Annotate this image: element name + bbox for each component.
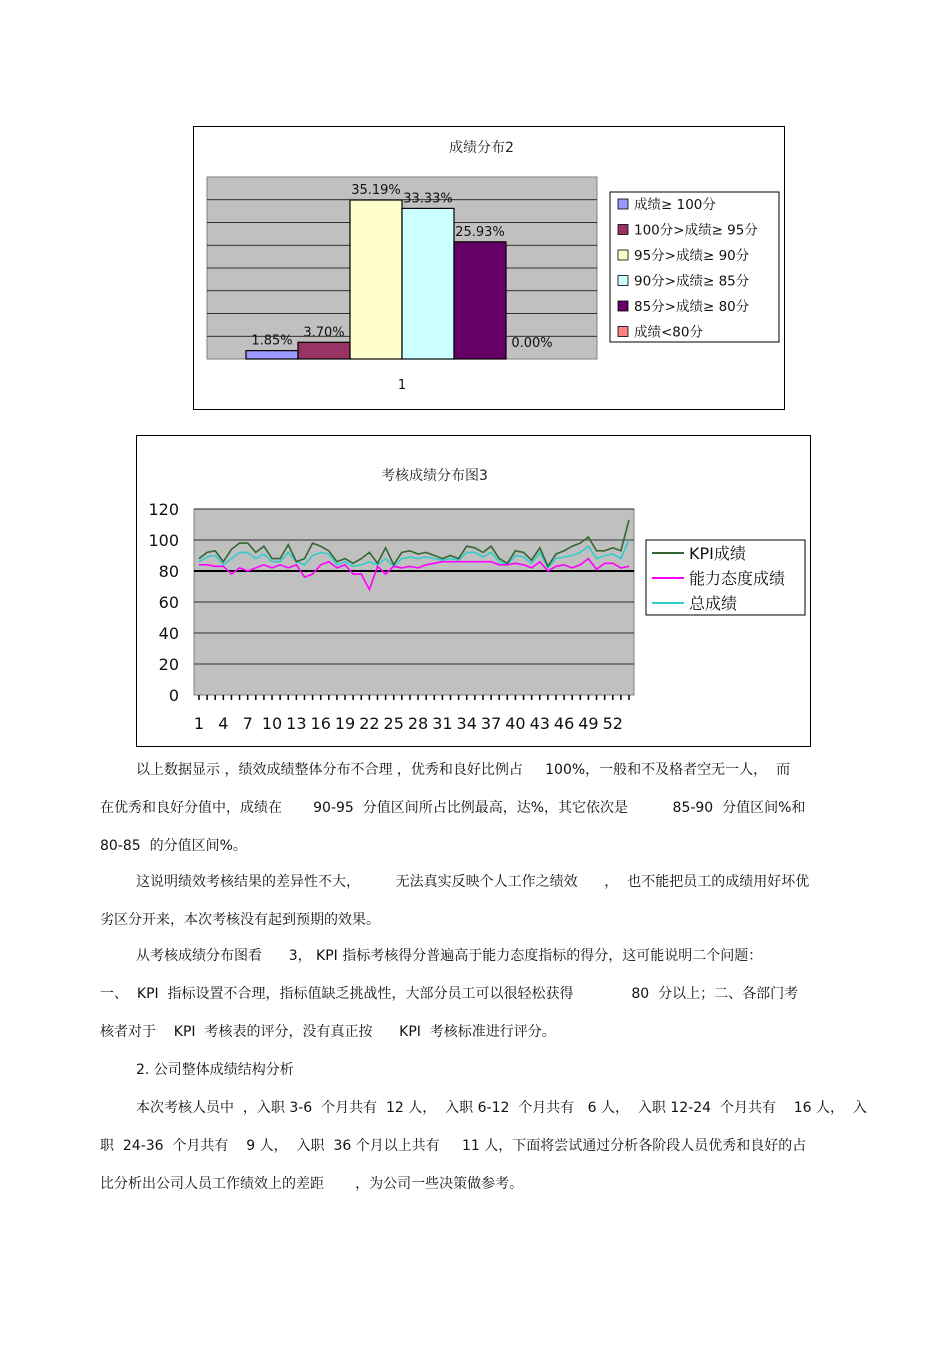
x-tick-label: 31 [432, 714, 453, 733]
bar-data-label: 3.70% [303, 325, 345, 341]
y-tick-label: 40 [158, 624, 179, 643]
line-chart-title: 考核成绩分布图3 [381, 468, 488, 484]
x-tick-label: 13 [286, 714, 307, 733]
x-tick-label: 28 [407, 714, 429, 733]
x-tick-label: 25 [383, 714, 404, 733]
y-tick-label: 100 [148, 531, 179, 550]
legend-swatch [618, 327, 628, 337]
x-tick-label: 16 [310, 714, 331, 733]
x-tick-label: 52 [602, 714, 623, 733]
bar-chart-score-distribution [193, 126, 785, 410]
legend-label: 85分>成绩≥ 80分 [634, 299, 750, 315]
y-tick-label: 60 [158, 593, 179, 612]
legend-label: 总成绩 [689, 594, 738, 613]
x-tick-label: 43 [529, 714, 550, 733]
x-tick-label: 1 [193, 714, 205, 733]
legend-label: 95分>成绩≥ 90分 [634, 248, 750, 264]
legend-label: 100分>成绩≥ 95分 [634, 222, 758, 239]
paragraph-4-line-2: 职 24-36 个月共有 9 人， 入职 36 个月以上共有 11 人，下面将尝试通过分析各阶段人员优秀和良好的占 [100, 1138, 807, 1154]
x-tick-label: 40 [505, 714, 526, 733]
bar [454, 242, 506, 359]
legend-label: 成绩<80分 [634, 324, 703, 341]
line-chart-canvas [137, 436, 810, 746]
x-tick-label: 37 [480, 714, 502, 733]
legend-swatch [618, 199, 628, 209]
paragraph-4-line-1: 本次考核人员中 ，入职 3-6 个月共有 12 人， 入职 6-12 个月共有 6 人， 入职 12-24 个月共有 16 人， 入 [136, 1100, 867, 1116]
paragraph-3-line-1: 从考核成绩分布图看 3， KPI 指标考核得分普遍高于能力态度指标的得分，这可能说明二个问题： [136, 948, 763, 964]
x-tick-label: 49 [578, 714, 599, 733]
legend-swatch [618, 276, 628, 286]
bar [298, 342, 350, 359]
x-tick-label: 34 [456, 714, 477, 733]
y-tick-label: 120 [148, 500, 179, 519]
x-tick-label: 7 [242, 714, 253, 733]
bar-x-tick-label: 1 [397, 378, 407, 393]
bar [402, 208, 454, 359]
bar-data-label: 25.93% [455, 224, 505, 240]
bar-legend-box [610, 192, 779, 342]
y-tick-label: 80 [158, 562, 179, 581]
paragraph-3-line-3: 核者对于 KPI 考核表的评分，没有真正按 KPI 考核标准进行评分。 [100, 1024, 556, 1040]
y-tick-label: 0 [168, 686, 179, 705]
line-chart-score-trend [136, 435, 811, 747]
legend-label: 90分>成绩≥ 85分 [634, 273, 750, 290]
section-heading: 2. 公司整体成绩结构分析 [136, 1062, 294, 1078]
legend-label: KPI成绩 [689, 544, 746, 563]
bar-chart-title: 成绩分布2 [449, 140, 514, 156]
bar-data-label: 1.85% [251, 333, 293, 349]
legend-label: 能力态度成绩 [689, 569, 786, 588]
paragraph-2-line-1: 这说明绩效考核结果的差异性不大， 无法真实反映个人工作之绩效 ， 也不能把员工的成绩用好坏优 [136, 874, 810, 890]
x-tick-label: 19 [334, 714, 356, 733]
legend-label: 成绩≥ 100分 [634, 197, 716, 213]
x-tick-label: 10 [261, 714, 283, 733]
bar [246, 351, 298, 359]
bar [350, 200, 402, 359]
bar-data-label: 33.33% [403, 191, 453, 207]
legend-swatch [618, 225, 628, 235]
paragraph-2-line-2: 劣区分开来，本次考核没有起到预期的效果。 [100, 912, 380, 928]
x-tick-label: 22 [359, 714, 380, 733]
paragraph-4-line-3: 比分析出公司人员工作绩效上的差距 ，为公司一些决策做参考。 [100, 1176, 524, 1192]
y-tick-label: 20 [158, 655, 179, 674]
bar-data-label: 35.19% [351, 183, 401, 198]
legend-swatch [618, 250, 628, 260]
x-tick-label: 46 [553, 714, 575, 733]
paragraph-1-line-3: 80-85 的分值区间%。 [100, 838, 247, 854]
bar-data-label: 0.00% [511, 336, 553, 351]
paragraph-3-line-2: 一、 KPI 指标设置不合理，指标值缺乏挑战性，大部分员工可以很轻松获得 80 分以上；二、各部门考 [100, 986, 799, 1002]
x-tick-label: 4 [218, 714, 229, 733]
bar-chart-canvas [194, 127, 784, 409]
paragraph-1-line-2: 在优秀和良好分值中，成绩在 90-95 分值区间所占比例最高，达%，其它依次是 85-90 分值区间%和 [100, 800, 806, 816]
legend-swatch [618, 301, 628, 311]
paragraph-1-line-1: 以上数据显示 ，绩效成绩整体分布不合理 ，优秀和良好比例占 100%，一般和不及格者空无一人， 而 [136, 762, 791, 778]
